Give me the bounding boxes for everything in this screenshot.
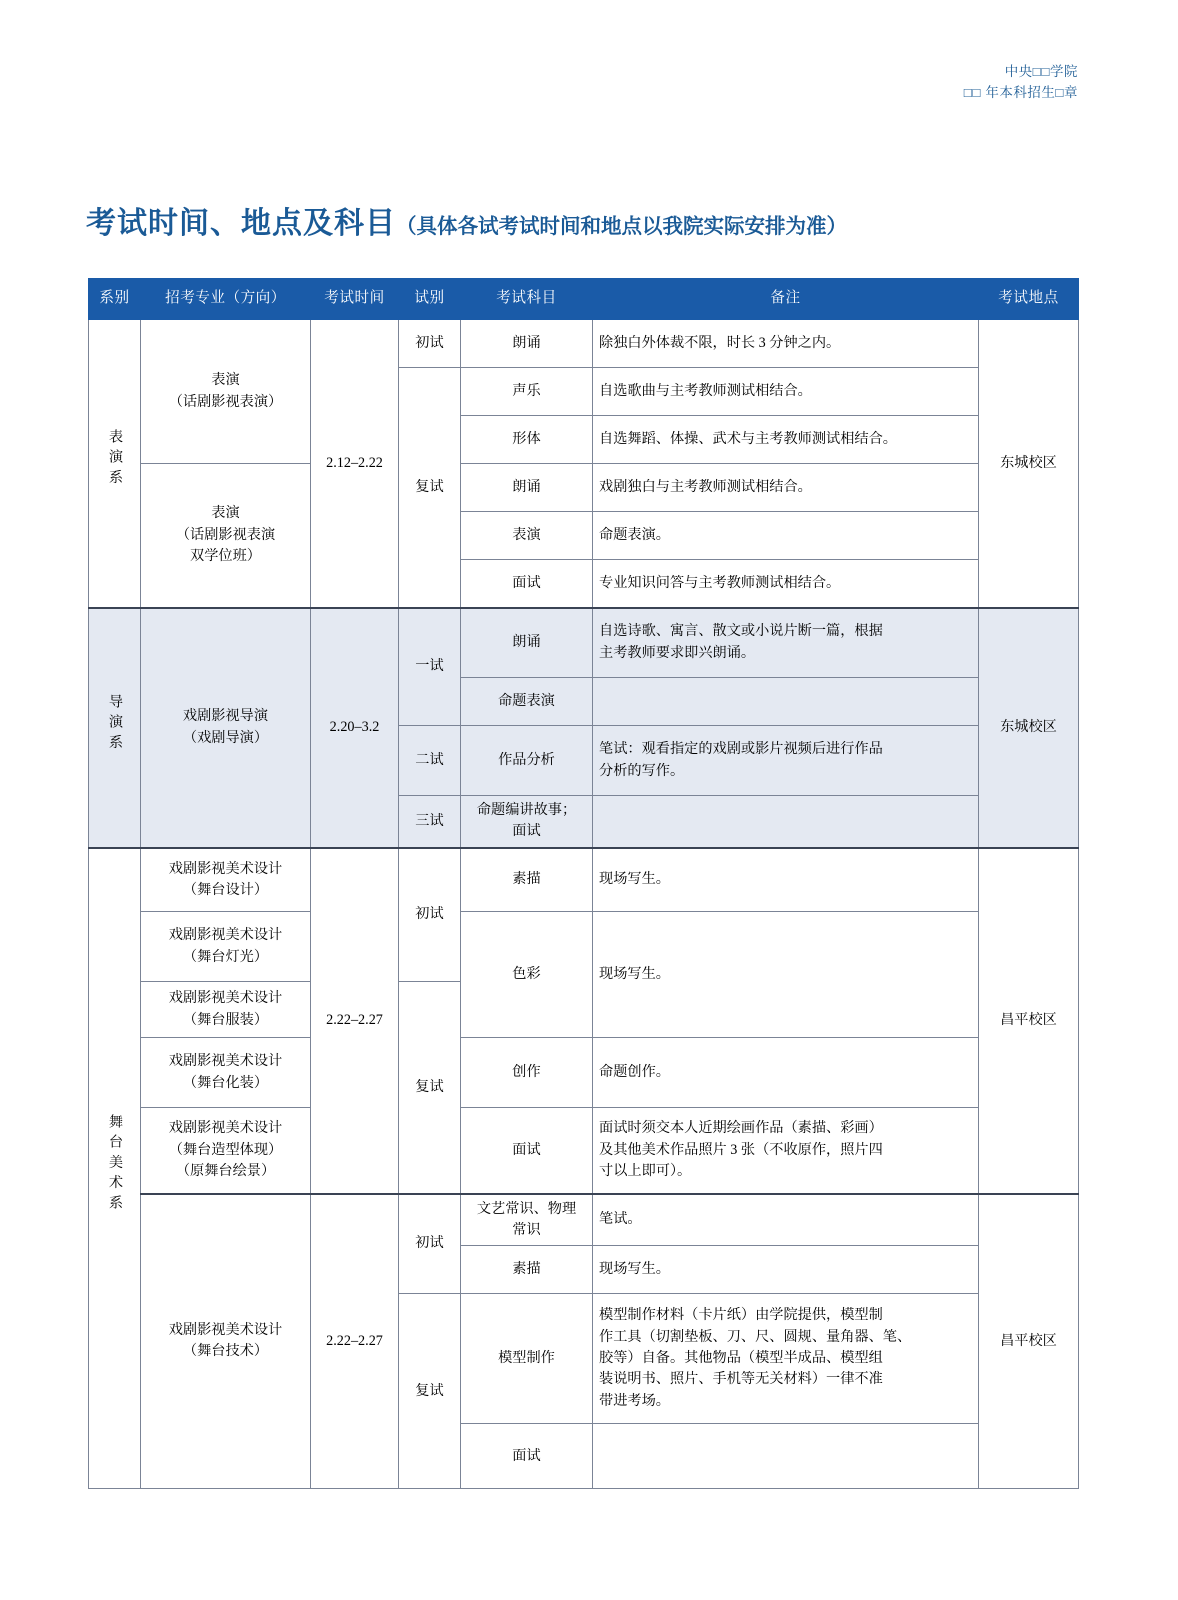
cell-subject: 素描 [461,1246,593,1294]
remark-line: 装说明书、照片、手机等无关材料）一律不准 [599,1371,883,1388]
column-header-major: 招考专业（方向） [141,279,311,320]
cell-remarks [593,1294,979,1424]
cell-remarks [593,726,979,796]
cell-remarks [593,1424,979,1489]
cell-exam-date-performance: 2.12–2.22 [311,320,399,608]
cell-remarks: 专业知识问答与主考教师测试相结合。 [593,560,979,608]
major-line: 戏剧影视美术设计 [168,990,283,1007]
major-line: 表演 [211,505,240,522]
major-line: 戏剧影视美术设计 [168,927,283,944]
cell-remarks: 现场写生。 [593,848,979,912]
column-header-remarks: 备注 [593,279,979,320]
major-line: 戏剧影视美术设计 [168,1322,283,1339]
cell-remarks [593,1108,979,1194]
subject-line: 命题编讲故事； [476,802,577,818]
cell-round-preliminary: 初试 [399,848,461,982]
table-row [89,1038,1079,1108]
major-line: 戏剧影视导演 [182,708,269,725]
major-line: （舞台造型体现） [168,1141,283,1158]
cell-major-stage-technology [141,1194,311,1489]
exam-schedule-table [88,278,1079,1489]
cell-subject: 形体 [461,416,593,464]
cell-subject: 作品分析 [461,726,593,796]
cell-remarks: 自选舞蹈、体操、武术与主考教师测试相结合。 [593,416,979,464]
major-line: （舞台技术） [182,1343,269,1360]
major-line: （舞台灯光） [182,948,269,965]
cell-major-stage-design [141,848,311,912]
major-line: （话剧影视表演） [168,393,283,410]
running-header-line-1: 中央□□学院 [1004,64,1078,79]
remark-line: 主考教师要求即兴朗诵。 [599,644,756,661]
table-row [89,1194,1079,1246]
cell-remarks: 现场写生。 [593,912,979,1038]
cell-round-preliminary: 初试 [399,1194,461,1294]
cell-exam-date-directing: 2.20–3.2 [311,608,399,848]
subject-line: 常识 [512,1221,541,1238]
cell-major-stage-modeling [141,1108,311,1194]
cell-round-first: 一试 [399,608,461,726]
remark-line: 模型制作材料（卡片纸）由学院提供，模型制 [599,1307,883,1324]
cell-location-stage-technology: 昌平校区 [979,1194,1079,1489]
cell-remarks: 现场写生。 [593,1246,979,1294]
cell-major-stage-costume [141,982,311,1038]
cell-remarks: 戏剧独白与主考教师测试相结合。 [593,464,979,512]
subject-line: 面试 [512,823,541,840]
column-header-exam-subject: 考试科目 [461,279,593,320]
cell-round-callback: 复试 [399,1294,461,1489]
remark-line: 面试时须交本人近期绘画作品（素描、彩画） [599,1120,883,1137]
cell-subject: 命题表演 [461,678,593,726]
cell-subject: 创作 [461,1038,593,1108]
page-title-subtitle: （具体各试考试时间和地点以我院实际安排为准） [396,215,847,238]
page-title-main: 考试时间、地点及科目 [86,207,396,240]
table-row [89,320,1079,368]
cell-subject: 素描 [461,848,593,912]
major-line: （话剧影视表演 [175,526,276,543]
major-line: （舞台服装） [182,1011,269,1028]
cell-exam-date-stage-art: 2.22–2.27 [311,848,399,1194]
major-line: （原舞台绘景） [175,1162,276,1179]
column-header-exam-date: 考试时间 [311,279,399,320]
major-line: （戏剧导演） [182,729,269,746]
remark-line: 笔试：观看指定的戏剧或影片视频后进行作品 [599,741,883,758]
remark-line: 带进考场。 [599,1392,670,1409]
cell-subject [461,796,593,848]
cell-remarks: 自选歌曲与主考教师测试相结合。 [593,368,979,416]
major-line: 表演 [211,372,240,389]
exam-schedule-table-wrapper [88,278,1078,1489]
cell-remarks [593,678,979,726]
cell-subject: 声乐 [461,368,593,416]
cell-remarks: 命题表演。 [593,512,979,560]
cell-subject: 面试 [461,1424,593,1489]
major-line: 戏剧影视美术设计 [168,1120,283,1137]
table-row [89,608,1079,678]
department-label-vertical: 舞台美术系 [106,1114,123,1216]
department-label-vertical: 导演系 [106,693,123,755]
column-header-department: 系别 [89,279,141,320]
table-row [89,1108,1079,1194]
cell-round-callback: 复试 [399,368,461,608]
cell-major-stage-lighting [141,912,311,982]
cell-location-performance: 东城校区 [979,320,1079,608]
remark-line: 作工具（切割垫板、刀、尺、圆规、量角器、笔、 [599,1328,912,1345]
cell-major-stage-makeup [141,1038,311,1108]
cell-subject: 色彩 [461,912,593,1038]
major-line: （舞台化装） [182,1074,269,1091]
cell-subject: 朗诵 [461,320,593,368]
cell-round-third: 三试 [399,796,461,848]
cell-major-performance-1 [141,320,311,464]
cell-major-performance-2 [141,464,311,608]
cell-location-stage-art: 昌平校区 [979,848,1079,1194]
table-row [89,912,1079,982]
major-line: 戏剧影视美术设计 [168,1053,283,1070]
cell-subject: 表演 [461,512,593,560]
cell-major-directing [141,608,311,848]
cell-subject [461,1194,593,1246]
table-header-row [89,279,1079,320]
cell-location-directing: 东城校区 [979,608,1079,848]
running-header-line-2: □□ 年本科招生□章 [963,84,1078,100]
page-title [86,198,1098,242]
major-line: （舞台设计） [182,881,269,898]
cell-round-preliminary: 初试 [399,320,461,368]
cell-subject: 朗诵 [461,464,593,512]
cell-subject: 面试 [461,560,593,608]
table-row [89,848,1079,912]
remark-line: 自选诗歌、寓言、散文或小说片断一篇，根据 [599,623,883,640]
cell-remarks [593,796,979,848]
column-header-exam-round: 试别 [399,279,461,320]
cell-subject: 面试 [461,1108,593,1194]
cell-subject: 朗诵 [461,608,593,678]
remark-line: 寸以上即可）。 [599,1162,692,1179]
major-line: 戏剧影视美术设计 [168,860,283,877]
table-row [89,464,1079,512]
remark-line: 及其他美术作品照片 3 张（不收原作，照片四 [599,1141,883,1158]
cell-remarks: 命题创作。 [593,1038,979,1108]
cell-department-performance [89,320,141,608]
cell-remarks: 除独白外体裁不限，时长 3 分钟之内。 [593,320,979,368]
running-header [964,62,1078,104]
department-label-vertical: 表演系 [106,429,123,490]
remark-line: 分析的写作。 [599,762,685,779]
major-line: 双学位班） [190,547,261,564]
cell-round-callback: 复试 [399,982,461,1194]
cell-remarks: 笔试。 [593,1194,979,1246]
remark-line: 胶等）自备。其他物品（模型半成品、模型组 [599,1350,883,1367]
column-header-exam-location: 考试地点 [979,279,1079,320]
cell-remarks [593,608,979,678]
cell-department-stage-art [89,848,141,1489]
subject-line: 文艺常识、物理 [476,1200,577,1217]
cell-round-second: 二试 [399,726,461,796]
cell-exam-date-stage-technology: 2.22–2.27 [311,1194,399,1489]
cell-subject: 模型制作 [461,1294,593,1424]
cell-department-directing [89,608,141,848]
